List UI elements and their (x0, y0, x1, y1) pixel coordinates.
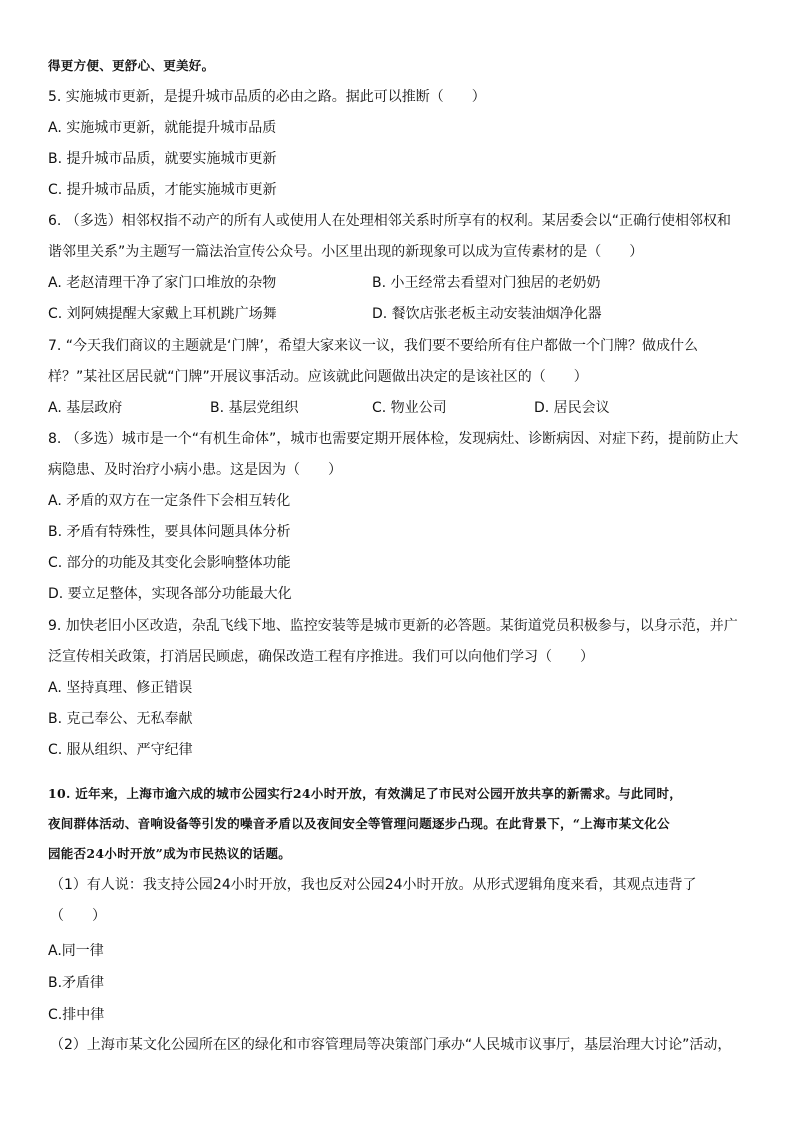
question-9-option-c[interactable]: C. 服从组织、严守纪律 (48, 742, 193, 758)
question-8-stem-line-2: 病隐患、及时治疗小病小患。这是因为（ ） (48, 462, 342, 478)
question-10-stem-line-2: 夜间群体活动、音响设备等引发的噪音矛盾以及夜间安全等管理问题逐步凸现。在此背景下，“上海市某文化公 (48, 816, 670, 831)
question-9-option-a[interactable]: A. 坚持真理、修正错误 (48, 680, 193, 696)
question-5-stem: 5. 实施城市更新，是提升城市品质的必由之路。据此可以推断（ ） (48, 89, 486, 105)
question-6-option-d[interactable]: D. 餐饮店张老板主动安装油烟净化器 (372, 306, 602, 322)
question-10-sub1-stem: （1）有人说：我支持公园24小时开放，我也反对公园24小时开放。从形式逻辑角度来看，其观点违背了 (50, 877, 697, 893)
question-7-option-b[interactable]: B. 基层党组织 (210, 400, 299, 416)
question-10-stem-line-3: 园能否24小时开放”成为市民热议的话题。 (48, 846, 292, 861)
question-5-option-b[interactable]: B. 提升城市品质，就要实施城市更新 (48, 151, 277, 167)
question-10-sub2-stem: （2）上海市某文化公园所在区的绿化和市容管理局等决策部门承办“人民城市议事厅，基层治理大讨论”活动， (50, 1037, 732, 1053)
question-7-option-c[interactable]: C. 物业公司 (372, 400, 447, 416)
question-10-sub1-blank: （ ） (50, 908, 106, 924)
question-10-sub1-option-b[interactable]: B.矛盾律 (48, 975, 105, 991)
question-7-option-a[interactable]: A. 基层政府 (48, 400, 123, 416)
question-8-option-a[interactable]: A. 矛盾的双方在一定条件下会相互转化 (48, 493, 291, 509)
question-8-option-d[interactable]: D. 要立足整体，实现各部分功能最大化 (48, 586, 292, 602)
question-6-option-c[interactable]: C. 刘阿姨提醒大家戴上耳机跳广场舞 (48, 306, 277, 322)
question-10-sub1-option-a[interactable]: A.同一律 (48, 943, 104, 959)
question-7-stem-line-1: 7. “今天我们商议的主题就是‘门牌’，希望大家来议一议，我们要不要给所有住户都做一个门牌？做成什么 (48, 338, 698, 354)
question-6-option-b[interactable]: B. 小王经常去看望对门独居的老奶奶 (372, 275, 601, 291)
question-6-option-a[interactable]: A. 老赵清理干净了家门口堆放的杂物 (48, 275, 277, 291)
question-10-stem-line-1: 10. 近年来，上海市逾六成的城市公园实行24小时开放，有效满足了市民对公园开放共享的新需求。与此同时， (48, 786, 683, 801)
question-9-option-b[interactable]: B. 克己奉公、无私奉献 (48, 711, 193, 727)
question-8-option-c[interactable]: C. 部分的功能及其变化会影响整体功能 (48, 555, 291, 571)
question-9-stem-line-2: 泛宣传相关政策，打消居民顾虑，确保改造工程有序推进。我们可以向他们学习（ ） (48, 649, 594, 665)
question-7-option-d[interactable]: D. 居民会议 (534, 400, 610, 416)
question-5-option-a[interactable]: A. 实施城市更新，就能提升城市品质 (48, 120, 277, 136)
question-9-stem-line-1: 9. 加快老旧小区改造，杂乱飞线下地、监控安装等是城市更新的必答题。某街道党员积极参与，以身示范，并广 (48, 618, 738, 634)
question-8-option-b[interactable]: B. 矛盾有特殊性，要具体问题具体分析 (48, 524, 291, 540)
question-10-sub1-option-c[interactable]: C.排中律 (48, 1007, 105, 1023)
question-6-stem-line-2: 谐邻里关系”为主题写一篇法治宣传公众号。小区里出现的新现象可以成为宣传素材的是（ ） (48, 244, 644, 260)
question-6-stem-line-1: 6. （多选）相邻权指不动产的所有人或使用人在处理相邻关系时所享有的权利。某居委会以“正确行使相邻权和 (48, 213, 732, 229)
intro-tail-text: 得更方便、更舒心、更美好。 (48, 58, 215, 73)
question-5-option-c[interactable]: C. 提升城市品质，才能实施城市更新 (48, 182, 277, 198)
question-8-stem-line-1: 8. （多选）城市是一个“有机生命体”，城市也需要定期开展体检，发现病灶、诊断病因、对症下药，提前防止大 (48, 431, 739, 447)
question-7-stem-line-2: 样？”某社区居民就“门牌”开展议事活动。应该就此问题做出决定的是该社区的（ ） (48, 369, 588, 385)
